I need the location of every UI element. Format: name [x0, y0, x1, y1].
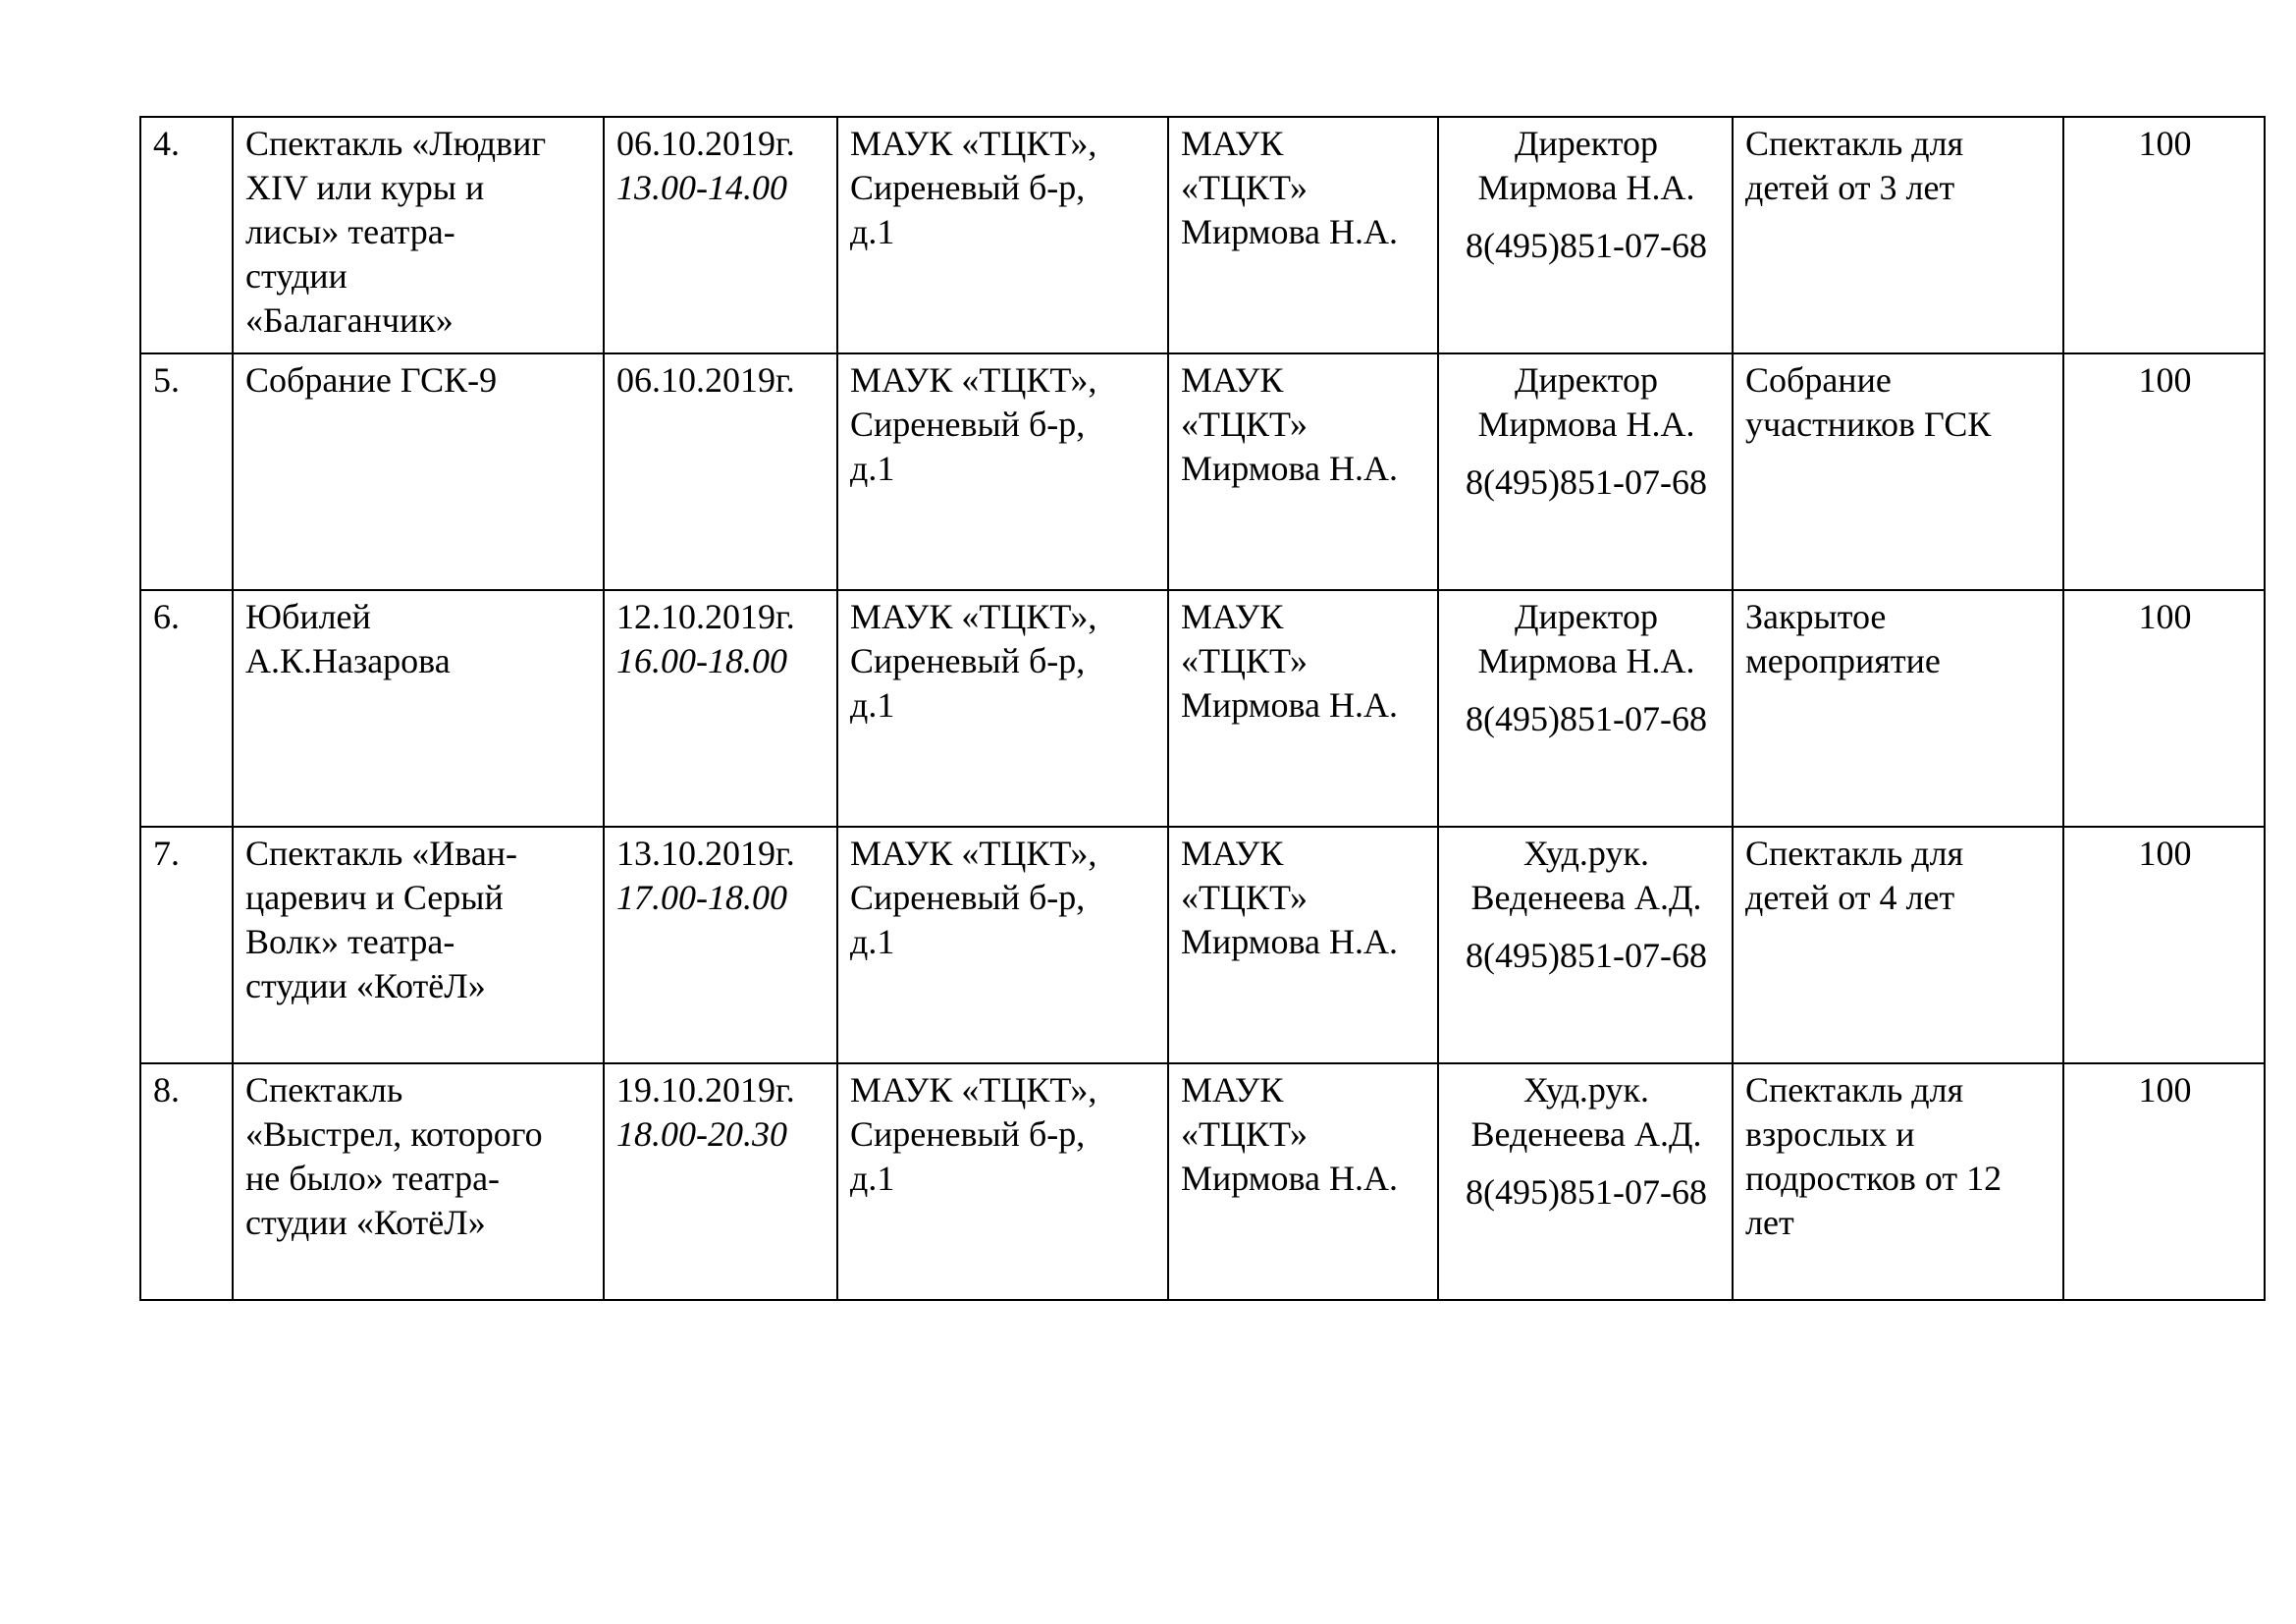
event-time: 18.00-20.30 — [616, 1114, 787, 1154]
description-line: лет — [1745, 1203, 1794, 1242]
row-number-cell — [140, 590, 233, 827]
row-number: 4. — [153, 124, 180, 163]
event-place-line: МАУК «ТЦКТ», — [850, 834, 1097, 873]
description-line: Собрание — [1745, 360, 1892, 400]
row-number-cell — [140, 353, 233, 590]
events-table — [139, 116, 2266, 1301]
responsible-line: Мирмова Н.А. — [1477, 641, 1695, 680]
event-name-line: «Балаганчик» — [245, 300, 454, 340]
description-line: Закрытое — [1745, 597, 1887, 636]
participant-count: 100 — [2138, 1070, 2192, 1110]
participant-count-cell — [2063, 590, 2265, 827]
event-name-cell — [233, 117, 604, 353]
participant-count-cell — [2063, 827, 2265, 1063]
events-table-body — [140, 117, 2265, 1300]
event-name-line: не было» театра- — [245, 1159, 501, 1198]
responsible-line: Худ.рук. — [1523, 1070, 1649, 1110]
organizer-line: МАУК — [1181, 834, 1284, 873]
responsible-line: Веденеева А.Д. — [1470, 878, 1702, 917]
event-date: 06.10.2019г. — [616, 360, 795, 400]
event-place-line: МАУК «ТЦКТ», — [850, 597, 1097, 636]
event-date: 06.10.2019г. — [616, 124, 795, 163]
event-name-line: Юбилей — [245, 597, 371, 636]
responsible-line: Мирмова Н.А. — [1477, 168, 1695, 207]
event-time: 16.00-18.00 — [616, 641, 787, 680]
table-row — [140, 1063, 2265, 1300]
event-name-line: Спектакль «Людвиг — [245, 124, 547, 163]
event-place-line: МАУК «ТЦКТ», — [850, 360, 1097, 400]
event-time: 13.00-14.00 — [616, 168, 787, 207]
participant-count: 100 — [2138, 360, 2192, 400]
event-place-line: МАУК «ТЦКТ», — [850, 1070, 1097, 1110]
event-name-cell — [233, 590, 604, 827]
description-line: Спектакль для — [1745, 1070, 1964, 1110]
organizer-line: МАУК — [1181, 124, 1284, 163]
description-line: детей от 4 лет — [1745, 878, 1955, 917]
event-name-cell — [233, 353, 604, 590]
organizer-line: «ТЦКТ» — [1181, 168, 1308, 207]
table-row — [140, 590, 2265, 827]
description-cell — [1733, 1063, 2063, 1300]
responsible-line: Директор — [1514, 597, 1659, 636]
event-place-cell — [837, 353, 1168, 590]
description-cell — [1733, 353, 2063, 590]
event-place-line: Сиреневый б-р, — [850, 1114, 1086, 1154]
description-cell — [1733, 590, 2063, 827]
event-name-line: Волк» театра- — [245, 922, 455, 961]
contact-phone: 8(495)851-07-68 — [1466, 226, 1707, 265]
document-page — [139, 116, 2264, 1301]
participant-count-cell — [2063, 353, 2265, 590]
event-name-line: студии «КотёЛ» — [245, 1203, 486, 1242]
organizer-cell — [1168, 590, 1438, 827]
participant-count: 100 — [2138, 597, 2192, 636]
event-date: 13.10.2019г. — [616, 834, 795, 873]
event-name-line: лисы» театра- — [245, 212, 455, 251]
event-name-cell — [233, 1063, 604, 1300]
responsible-line: Худ.рук. — [1523, 834, 1649, 873]
event-place-line: Сиреневый б-р, — [850, 405, 1086, 444]
event-name-line: царевич и Серый — [245, 878, 504, 917]
organizer-cell — [1168, 117, 1438, 353]
organizer-line: МАУК — [1181, 597, 1284, 636]
responsible-cell — [1438, 117, 1733, 353]
description-line: Спектакль для — [1745, 834, 1964, 873]
event-date-cell — [604, 590, 837, 827]
organizer-cell — [1168, 1063, 1438, 1300]
participant-count: 100 — [2138, 124, 2192, 163]
organizer-line: Мирмова Н.А. — [1181, 922, 1399, 961]
event-name-line: А.К.Назарова — [245, 641, 451, 680]
event-place-line: МАУК «ТЦКТ», — [850, 124, 1097, 163]
row-number-cell — [140, 1063, 233, 1300]
organizer-line: «ТЦКТ» — [1181, 405, 1308, 444]
description-line: Спектакль для — [1745, 124, 1964, 163]
event-place-cell — [837, 827, 1168, 1063]
event-name-line: Спектакль «Иван- — [245, 834, 518, 873]
event-name-line: студии — [245, 256, 347, 296]
event-place-line: д.1 — [850, 685, 895, 725]
event-place-line: Сиреневый б-р, — [850, 878, 1086, 917]
event-place-line: д.1 — [850, 922, 895, 961]
event-date: 19.10.2019г. — [616, 1070, 795, 1110]
event-name-line: Собрание ГСК-9 — [245, 360, 498, 400]
responsible-line: Веденеева А.Д. — [1470, 1114, 1702, 1154]
description-cell — [1733, 117, 2063, 353]
organizer-line: «ТЦКТ» — [1181, 878, 1308, 917]
event-place-cell — [837, 1063, 1168, 1300]
row-number: 8. — [153, 1070, 180, 1110]
responsible-cell — [1438, 1063, 1733, 1300]
participant-count-cell — [2063, 117, 2265, 353]
event-date-cell — [604, 353, 837, 590]
responsible-cell — [1438, 590, 1733, 827]
responsible-line: Директор — [1514, 124, 1659, 163]
participant-count: 100 — [2138, 834, 2192, 873]
responsible-cell — [1438, 353, 1733, 590]
responsible-line: Мирмова Н.А. — [1477, 405, 1695, 444]
organizer-line: МАУК — [1181, 360, 1284, 400]
contact-phone: 8(495)851-07-68 — [1466, 936, 1707, 975]
participant-count-cell — [2063, 1063, 2265, 1300]
event-date-cell — [604, 1063, 837, 1300]
description-cell — [1733, 827, 2063, 1063]
event-name-line: студии «КотёЛ» — [245, 966, 486, 1005]
organizer-line: МАУК — [1181, 1070, 1284, 1110]
organizer-line: Мирмова Н.А. — [1181, 1159, 1399, 1198]
organizer-line: Мирмова Н.А. — [1181, 449, 1399, 488]
description-line: мероприятие — [1745, 641, 1941, 680]
row-number: 7. — [153, 834, 180, 873]
event-place-line: Сиреневый б-р, — [850, 641, 1086, 680]
organizer-cell — [1168, 353, 1438, 590]
event-place-line: д.1 — [850, 212, 895, 251]
responsible-cell — [1438, 827, 1733, 1063]
row-number-cell — [140, 827, 233, 1063]
description-line: взрослых и — [1745, 1114, 1915, 1154]
organizer-line: Мирмова Н.А. — [1181, 212, 1399, 251]
contact-phone: 8(495)851-07-68 — [1466, 1172, 1707, 1212]
table-row — [140, 117, 2265, 353]
event-place-cell — [837, 590, 1168, 827]
event-place-cell — [837, 117, 1168, 353]
description-line: участников ГСК — [1745, 405, 1992, 444]
description-line: детей от 3 лет — [1745, 168, 1955, 207]
event-time: 17.00-18.00 — [616, 878, 787, 917]
event-place-line: д.1 — [850, 1159, 895, 1198]
event-date-cell — [604, 117, 837, 353]
event-place-line: Сиреневый б-р, — [850, 168, 1086, 207]
event-date: 12.10.2019г. — [616, 597, 795, 636]
organizer-line: Мирмова Н.А. — [1181, 685, 1399, 725]
event-name-line: «Выстрел, которого — [245, 1114, 543, 1154]
event-place-line: д.1 — [850, 449, 895, 488]
table-row — [140, 827, 2265, 1063]
responsible-line: Директор — [1514, 360, 1659, 400]
event-name-line: XIV или куры и — [245, 168, 485, 207]
organizer-line: «ТЦКТ» — [1181, 641, 1308, 680]
row-number: 6. — [153, 597, 180, 636]
organizer-line: «ТЦКТ» — [1181, 1114, 1308, 1154]
row-number: 5. — [153, 360, 180, 400]
contact-phone: 8(495)851-07-68 — [1466, 699, 1707, 738]
description-line: подростков от 12 — [1745, 1159, 2002, 1198]
contact-phone: 8(495)851-07-68 — [1466, 462, 1707, 502]
event-date-cell — [604, 827, 837, 1063]
event-name-cell — [233, 827, 604, 1063]
organizer-cell — [1168, 827, 1438, 1063]
table-row — [140, 353, 2265, 590]
row-number-cell — [140, 117, 233, 353]
event-name-line: Спектакль — [245, 1070, 403, 1110]
